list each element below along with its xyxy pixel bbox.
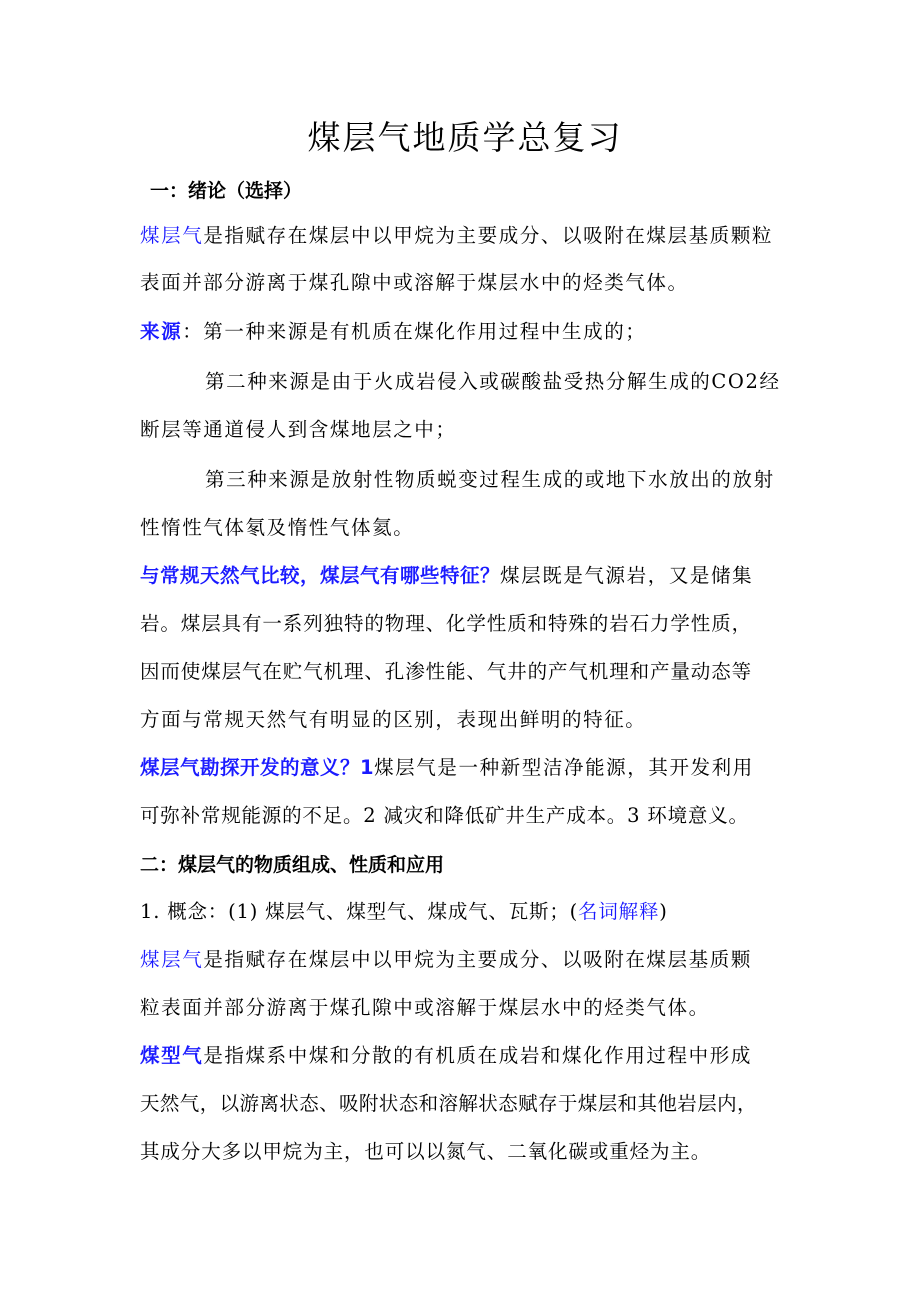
page-title: 煤层气地质学总复习: [307, 118, 623, 157]
section-heading-1: 一：绪论（选择）: [150, 180, 303, 202]
cbm-line: 粒表面并部分游离于煤孔隙中或溶解于煤层水中的烃类气体。: [140, 996, 710, 1019]
cbm-line: [140, 944, 752, 972]
term-cbm: 煤层气: [140, 224, 204, 247]
text: 是指赋存在煤层中以甲烷为主要成分、以吸附在煤层基质颗粒: [203, 224, 774, 247]
term-explanation-link: 名词解释: [578, 900, 660, 923]
text: 煤层既是气源岩，又是储集: [500, 564, 754, 587]
text: 是指煤系中煤和分散的有机质在成岩和煤化作用过程中形成: [203, 1044, 752, 1067]
text: ：第一种来源是有机质在煤化作用过程中生成的；: [182, 320, 647, 343]
compare-line: 岩。煤层具有一系列独特的物理、化学性质和特殊的岩石力学性质，: [140, 612, 753, 635]
definition-line: 表面并部分游离于煤孔隙中或溶解于煤层水中的烃类气体。: [140, 271, 689, 294]
text: 煤层气是一种新型洁净能源，其开发利用: [374, 756, 754, 779]
text: 是指赋存在煤层中以甲烷为主要成分、以吸附在煤层基质颗: [203, 948, 752, 971]
source-line: 断层等通道侵人到含煤地层之中；: [140, 418, 457, 441]
compare-line: [140, 560, 753, 588]
concept-line: [140, 896, 668, 924]
compare-question: 与常规天然气比较，煤层气有哪些特征？: [140, 564, 501, 587]
compare-line: 因而使煤层气在贮气机理、孔渗性能、气井的产气机理和产量动态等: [140, 660, 753, 683]
coaltype-line: 天然气，以游离状态、吸附状态和溶解状态赋存于煤层和其他岩层内，: [140, 1092, 757, 1115]
meaning-line: 可弥补常规能源的不足。2 减灾和降低矿井生产成本。3 环境意义。: [140, 804, 749, 827]
coaltype-line: [140, 1040, 752, 1068]
source-line: [140, 316, 646, 344]
term-source: 来源: [140, 320, 183, 343]
meaning-question: 煤层气勘探开发的意义？1: [140, 756, 375, 779]
meaning-line: [140, 752, 754, 780]
source-line: 性惰性气体氡及惰性气体氦。: [140, 516, 415, 539]
coaltype-line: 其成分大多以甲烷为主，也可以以氮气、二氧化碳或重烃为主。: [140, 1140, 712, 1163]
source-line: 第三种来源是放射性物质蜕变过程生成的或地下水放出的放射: [205, 468, 775, 491]
term-coaltype: 煤型气: [140, 1044, 204, 1067]
section-heading-2: 二：煤层气的物质组成、性质和应用: [140, 854, 445, 876]
source-line: 第二种来源是由于火成岩侵入或碳酸盐受热分解生成的CO2经: [205, 370, 781, 393]
compare-line: 方面与常规天然气有明显的区别，表现出鲜明的特征。: [140, 708, 647, 731]
definition-line: [140, 220, 773, 248]
text: ): [659, 900, 668, 923]
text: 1. 概念：(1) 煤层气、煤型气、煤成气、瓦斯；(: [140, 900, 579, 923]
term-cbm: 煤层气: [140, 948, 204, 971]
